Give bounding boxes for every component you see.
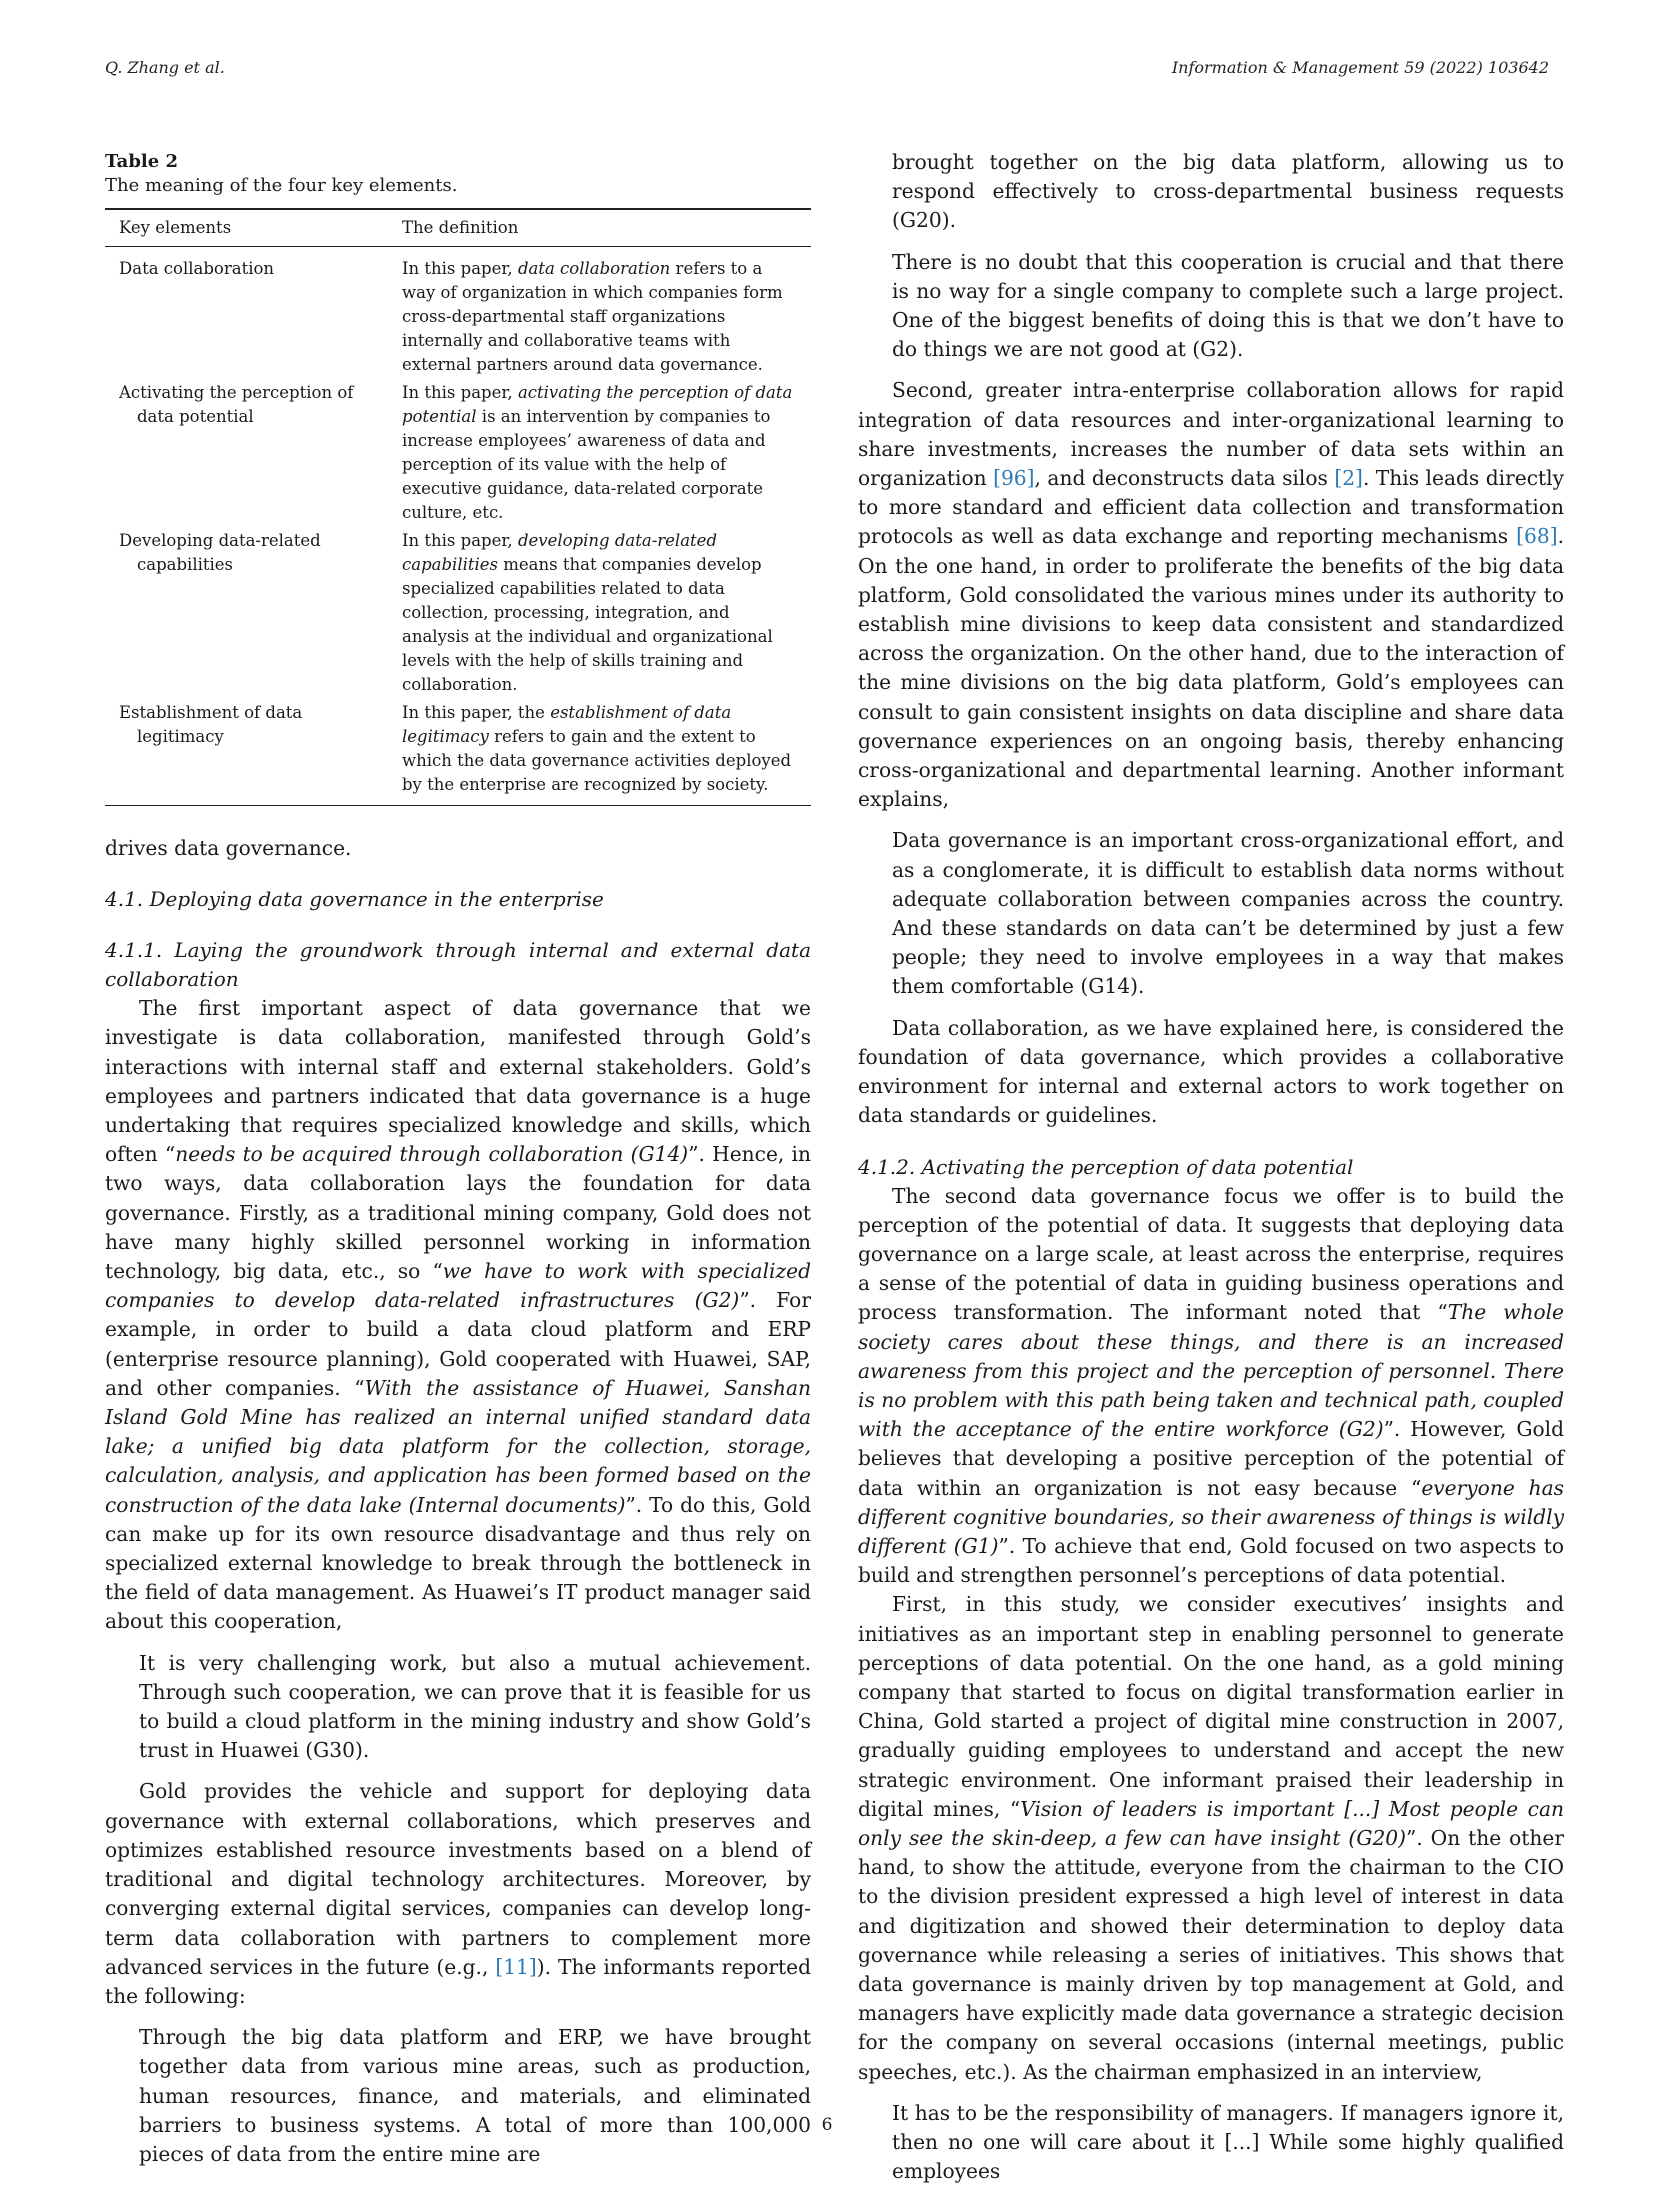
key-element-cell: Data collaboration — [119, 259, 275, 278]
table-row — [105, 527, 811, 699]
key-element-cell: Developing data-related capabilities — [119, 531, 321, 574]
block-quote: Through the big data platform and ERP, we have brought together data from various mine areas, such as production, human resources, finance, and materials, and eliminated barriers to business systems. A total of more than 100,000 pieces of data from the entire mine are — [139, 2025, 811, 2166]
running-header-journal: Information & Management 59 (2022) 103642 — [1171, 58, 1549, 77]
table-row — [105, 247, 811, 380]
body-paragraph: First, in this study, we consider executives’ insights and initiatives as an important step in enabling personnel to generate perceptions of data potential. On the one hand, as a gold mining company that started to focus on digital transformation earlier in China, Gold started a project of digital mine construction in 2007, gradually guiding employees to understand and accept the new strategic environment. One informant praised their leadership in digital mines, “Vision of leaders is important [...] Most people can only see the skin-deep, a few can have insight (G20)”. On the other hand, to show the attitude, everyone from the chairman to the CIO to the division president expressed a high level of interest in data and digitization and showed their determination to deploy data governance while releasing a series of initiatives. This shows that data governance is mainly driven by top management at Gold, and managers have explicitly made data governance a strategic decision for the company on several occasions (internal meetings, public speeches, etc.). As the chairman emphasized in an interview, — [858, 1592, 1564, 2084]
block-quote-continuation: brought together on the big data platform, allowing us to respond effectively to cross-departmental business requests (G20). — [892, 150, 1564, 233]
body-paragraph: Data collaboration, as we have explained here, is considered the foundation of data governance, which provides a collaborative environment for internal and external actors to work together on data standards or guidelines. — [858, 1015, 1564, 1128]
column-header-definition: The definition — [388, 209, 811, 247]
subsection-heading-4-1-1: 4.1.1. Laying the groundwork through internal and external data collaboration — [105, 938, 811, 992]
table-header-row — [105, 209, 811, 247]
table-caption: The meaning of the four key elements. — [105, 175, 458, 196]
key-element-cell: Activating the perception of data potential — [119, 383, 354, 426]
body-paragraph: Gold provides the vehicle and support for deploying data governance with external collaborations, which preserves and optimizes established resource investments based on a blend of traditional and digital technology architectures. Moreover, by converging external digital services, companies can develop long-term data collaboration with partners to complement more advanced services in the future (e.g., [11]). The informants reported the following: — [105, 1779, 811, 2008]
citation-link[interactable]: [96] — [993, 466, 1035, 491]
table-row — [105, 699, 811, 806]
block-quote: Data governance is an important cross-organizational effort, and as a conglomerate, it is difficult to establish data norms without adequate collaboration between companies across the country. And these standards on data can’t be determined by just a few people; they need to involve employees in a way that makes them comfortable (G14). — [892, 828, 1564, 999]
definition-cell: In this paper, the establishment of data legitimacy refers to gain and the extent to which the data governance activities deployed by the enterprise are recognized by society. — [388, 699, 811, 806]
section-heading-4-1: 4.1. Deploying data governance in the enterprise — [105, 887, 604, 912]
column-header-key: Key elements — [105, 209, 388, 247]
body-paragraph: The second data governance focus we offer is to build the perception of the potential of data. It suggests that deploying data governance on a large scale, at least across the enterprise, requires a sense of the potential of data in guiding business operations and process transformation. The informant noted that “The whole society cares about these things, and there is an increased awareness from this project and the perception of personnel. There is no problem with this path being taken and technical path, coupled with the acceptance of the entire workforce (G2)”. However, Gold believes that developing a positive perception of the potential of data within an organization is not easy because “everyone has different cognitive boundaries, so their awareness of things is wildly different (G1)”. To achieve that end, Gold focused on two aspects to build and strengthen personnel’s perceptions of data potential. — [858, 1183, 1565, 1588]
citation-link[interactable]: [2] — [1334, 466, 1363, 491]
body-paragraph: Second, greater intra-enterprise collaboration allows for rapid integration of data resources and inter-organizational learning to share investments, increases the number of data sets within an organization [96], and deconstructs data silos [2]. This leads directly to more standard and efficient data collection and transformation protocols as well as data exchange and reporting mechanisms [68]. On the one hand, in order to proliferate the benefits of the big data platform, Gold consolidated the various mines under its authority to establish mine divisions to keep data consistent and standardized across the organization. On the other hand, due to the interaction of the mine divisions on the big data platform, Gold’s employees can consult to gain consistent insights on data discipline and share data governance experiences on an ongoing basis, thereby enhancing cross-organizational and departmental learning. Another informant explains, — [858, 378, 1564, 812]
key-element-cell: Establishment of data legitimacy — [105, 699, 388, 806]
page-number: 6 — [821, 2115, 833, 2135]
citation-link[interactable]: [11] — [495, 1954, 537, 1979]
right-column — [858, 148, 1564, 2186]
definitions-table — [105, 208, 811, 806]
block-quote: There is no doubt that this cooperation is crucial and that there is no way for a single company to complete such a large project. One of the biggest benefits of doing this is that we don’t have to do things we are not good at (G2). — [892, 249, 1564, 362]
table-2 — [105, 150, 811, 806]
table-label: Table 2 — [105, 151, 179, 172]
definition-cell: In this paper, developing data-related capabilities means that companies develop specialized capabilities related to data collection, processing, integration, and analysis at the individual and organizational levels with the help of skills training and collaboration. — [402, 531, 773, 694]
definition-cell: In this paper, activating the perception of data potential is an intervention by companies to increase employees’ awareness of data and perception of its value with the help of executive guidance, data-related corporate culture, etc. — [402, 383, 793, 522]
body-paragraph: The first important aspect of data governance that we investigate is data collaboration, manifested through Gold’s interactions with internal staff and external stakeholders. Gold’s employees and partners indicated that data governance is a huge undertaking that requires specialized knowledge and skills, which often “needs to be acquired through collaboration (G14)”. Hence, in two ways, data collaboration lays the foundation for data governance. Firstly, as a traditional mining company, Gold does not have many highly skilled personnel working in information technology, big data, etc., so “we have to work with specialized companies to develop data-related infrastructures (G2)”. For example, in order to build a data cloud platform and ERP (enterprise resource planning), Gold cooperated with Huawei, SAP, and other companies. “With the assistance of Huawei, Sanshan Island Gold Mine has realized an internal unified standard data lake; a unified big data platform for the collection, storage, calculation, analysis, and application has been formed based on the construction of the data lake (Internal documents)”. To do this, Gold can make up for its own resource disadvantage and thus rely on specialized external knowledge to break through the bottleneck in the field of data management. As Huawei’s IT product manager said about this cooperation, — [105, 996, 811, 1634]
running-header-authors: Q. Zhang et al. — [105, 58, 225, 77]
block-quote: It is very challenging work, but also a mutual achievement. Through such cooperation, we can prove that it is feasible for us to build a cloud platform in the mining industry and show Gold’s trust in Huawei (G30). — [139, 1650, 811, 1763]
paragraph-continuation: drives data governance. — [105, 836, 352, 860]
subsection-heading-4-1-2: 4.1.2. Activating the perception of data potential — [858, 1154, 1354, 1179]
definition-cell: In this paper, data collaboration refers to a way of organization in which companies form cross-departmental staff organizations internally and collaborative teams with external partners around data governance. — [402, 259, 783, 374]
citation-link[interactable]: [68] — [1516, 524, 1558, 549]
block-quote: It has to be the responsibility of managers. If managers ignore it, then no one will care about it [...] While some highly qualified employees — [892, 2100, 1564, 2184]
table-row — [105, 379, 811, 527]
left-column — [105, 150, 811, 2169]
